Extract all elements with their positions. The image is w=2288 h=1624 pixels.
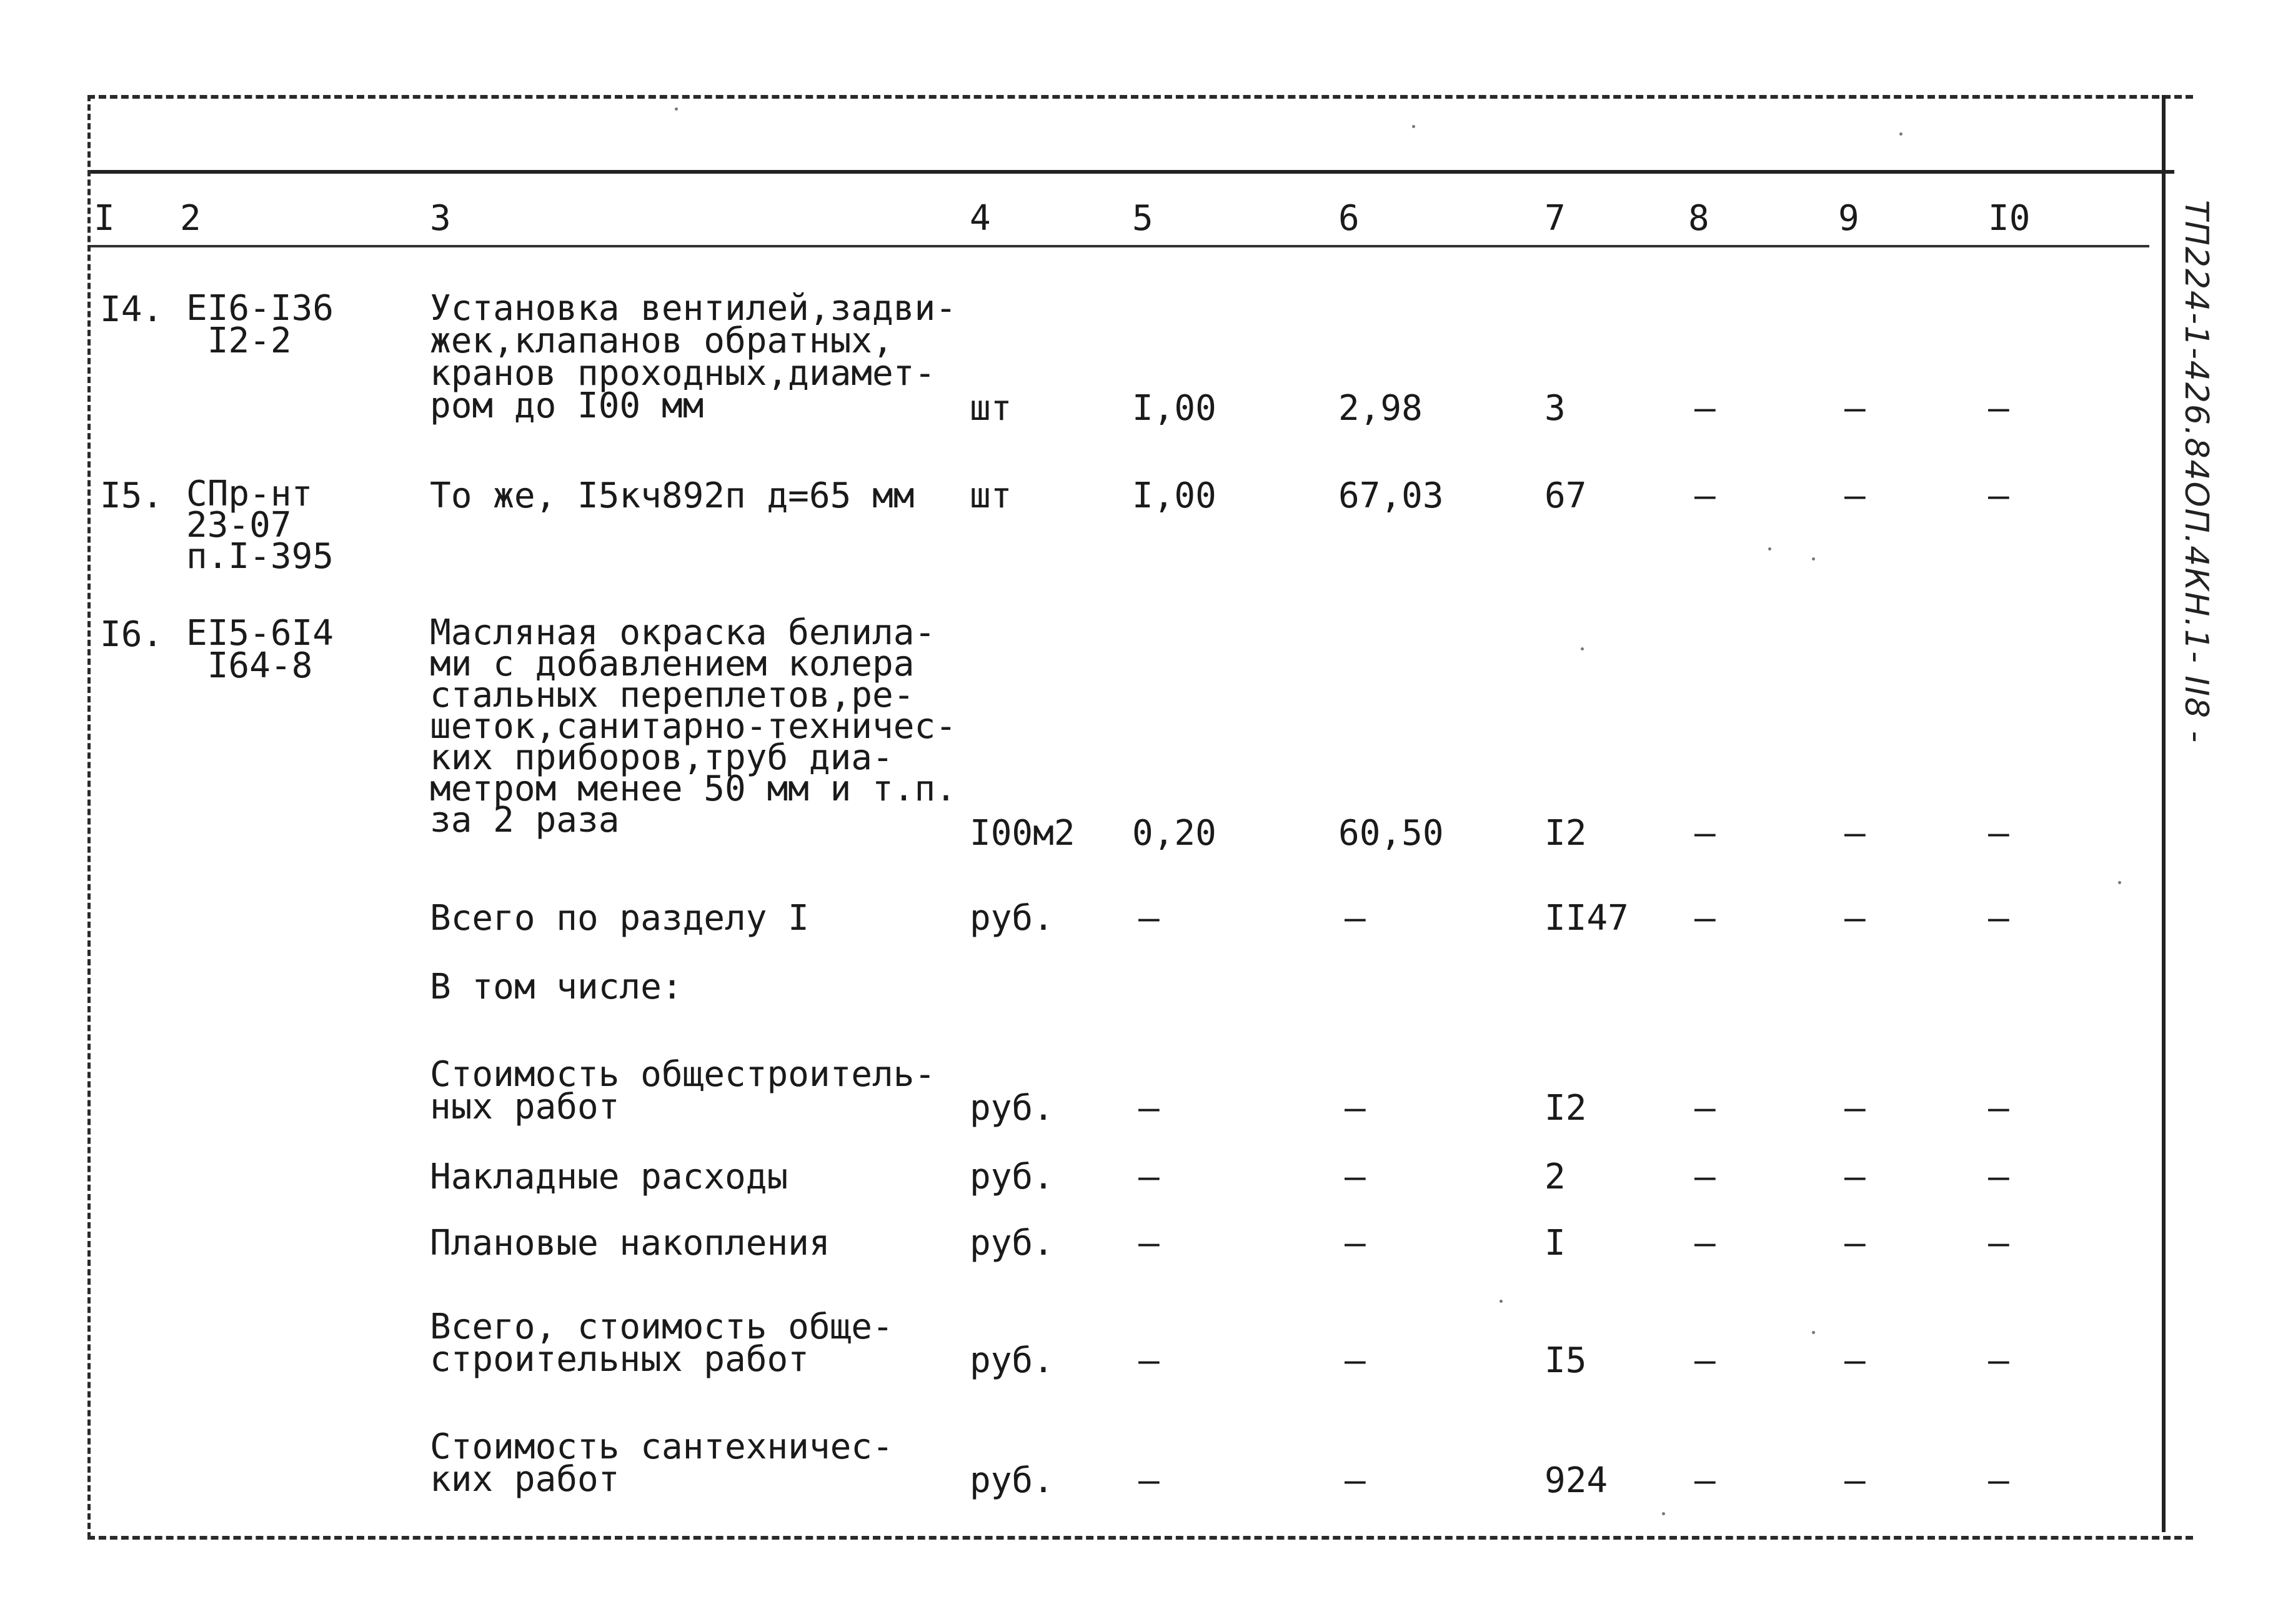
summary-quantity: – [1138,1223,1160,1263]
row-code: EI5-6I4 I64-8 [186,613,334,686]
scan-speck [2118,881,2121,884]
row-col10: – [1988,476,2009,516]
row-col8: – [1694,476,1716,516]
side-document-stamp [2168,200,2224,919]
frame-left-border [87,95,91,1538]
summary-total: I5 [1544,1340,1587,1381]
frame-top-border [87,95,2193,99]
summary-label: Всего, стоимость обще- строительных работ [430,1307,893,1380]
summary-col8: – [1694,1223,1716,1263]
summary-unit-price: – [1345,1157,1366,1197]
summary-col8: – [1694,1157,1716,1197]
colnum-10: I0 [1988,198,2031,239]
row-col9: – [1844,388,1866,429]
frame-right-border [2162,95,2166,1532]
summary-col10: – [1988,898,2009,939]
row-quantity: I,00 [1132,476,1216,516]
summary-total: I [1544,1223,1566,1263]
row-quantity: 0,20 [1132,813,1216,854]
row-unit: I00м2 [970,813,1075,854]
colnum-9: 9 [1838,198,1859,239]
summary-quantity: – [1138,898,1160,939]
summary-unit-price: – [1345,1088,1366,1128]
scan-speck [1581,647,1584,650]
header-rule [87,170,2174,174]
row-total: 67 [1544,476,1587,516]
summary-col9: – [1844,1460,1866,1501]
row-col10: – [1988,388,2009,429]
summary-label: Всего по разделу I [430,898,809,939]
scan-speck [1812,1331,1815,1334]
summary-col9: – [1844,1340,1866,1381]
summary-col10: – [1988,1088,2009,1128]
colnum-8: 8 [1688,198,1709,239]
row-description: Масляная окраска белила- ми с добавлением колера стальных переплетов,ре- шеток,санитарно-техничес- ких приборов,труб диа- метром менее 50 мм и т.п. за 2 раза [430,612,957,840]
summary-col9: – [1844,898,1866,939]
frame-bottom-border [87,1536,2193,1540]
row-unit-price: 60,50 [1338,813,1444,854]
summary-col10: – [1988,1223,2009,1263]
summary-label: В том числе: [430,967,683,1007]
colnum-7: 7 [1544,198,1566,239]
row-quantity: I,00 [1132,388,1216,429]
row-description: Установка вентилей,задви- жек,клапанов обратных, кранов проходных,диамет- ром до I00 мм [430,288,957,426]
scan-speck [1768,547,1771,550]
summary-col9: – [1844,1157,1866,1197]
summary-total: II47 [1544,898,1629,939]
row-col8: – [1694,813,1716,854]
summary-total: I2 [1544,1088,1587,1128]
colnum-6: 6 [1338,198,1360,239]
summary-unit: руб. [970,898,1054,939]
row-total: 3 [1544,388,1566,429]
row-unit: шт [970,476,1012,516]
row-unit-price: 67,03 [1338,476,1444,516]
summary-unit: руб. [970,1223,1054,1263]
summary-quantity: – [1138,1340,1160,1381]
row-col8: – [1694,388,1716,429]
colnum-5: 5 [1132,198,1153,239]
row-col9: – [1844,476,1866,516]
side-stamp-text: ТП224-1-426.84ОП.4КН.1- II8 - [2177,200,2215,744]
summary-unit-price: – [1345,1340,1366,1381]
row-col10: – [1988,813,2009,854]
summary-label: Накладные расходы [430,1157,788,1197]
summary-unit: руб. [970,1157,1054,1197]
summary-unit-price: – [1345,1223,1366,1263]
row-number: I4. [100,289,164,330]
summary-label: Плановые накопления [430,1223,830,1263]
column-number-rule [87,245,2149,247]
row-unit: шт [970,388,1012,429]
row-unit-price: 2,98 [1338,388,1423,429]
colnum-3: 3 [430,198,451,239]
row-total: I2 [1544,813,1587,854]
scan-speck [1812,557,1815,560]
colnum-1: I [94,198,115,239]
summary-col8: – [1694,1088,1716,1128]
summary-quantity: – [1138,1088,1160,1128]
summary-unit: руб. [970,1460,1054,1501]
summary-col9: – [1844,1223,1866,1263]
row-code: EI6-I36 I2-2 [186,288,334,361]
row-description: То же, I5кч892п д=65 мм [430,476,915,516]
scan-speck [1500,1300,1503,1303]
row-code: СПр-нт 23-07 п.I-395 [186,474,334,577]
summary-unit-price: – [1345,1460,1366,1501]
summary-label: Стоимость сантехничес- ких работ [430,1427,893,1500]
summary-col10: – [1988,1340,2009,1381]
row-number: I6. [100,614,164,655]
summary-label: Стоимость общестроитель- ных работ [430,1054,936,1127]
colnum-2: 2 [180,198,201,239]
summary-col8: – [1694,1340,1716,1381]
summary-unit-price: – [1345,898,1366,939]
scan-speck [675,107,678,111]
summary-quantity: – [1138,1157,1160,1197]
row-col9: – [1844,813,1866,854]
summary-col8: – [1694,898,1716,939]
summary-unit: руб. [970,1340,1054,1381]
scan-speck [1899,132,1903,136]
summary-col10: – [1988,1157,2009,1197]
scan-speck [1412,125,1415,128]
summary-col9: – [1844,1088,1866,1128]
summary-quantity: – [1138,1460,1160,1501]
summary-col10: – [1988,1460,2009,1501]
scan-speck [1662,1512,1665,1515]
summary-col8: – [1694,1460,1716,1501]
summary-total: 924 [1544,1460,1608,1501]
row-number: I5. [100,476,164,516]
summary-total: 2 [1544,1157,1566,1197]
summary-unit: руб. [970,1088,1054,1128]
colnum-4: 4 [970,198,991,239]
